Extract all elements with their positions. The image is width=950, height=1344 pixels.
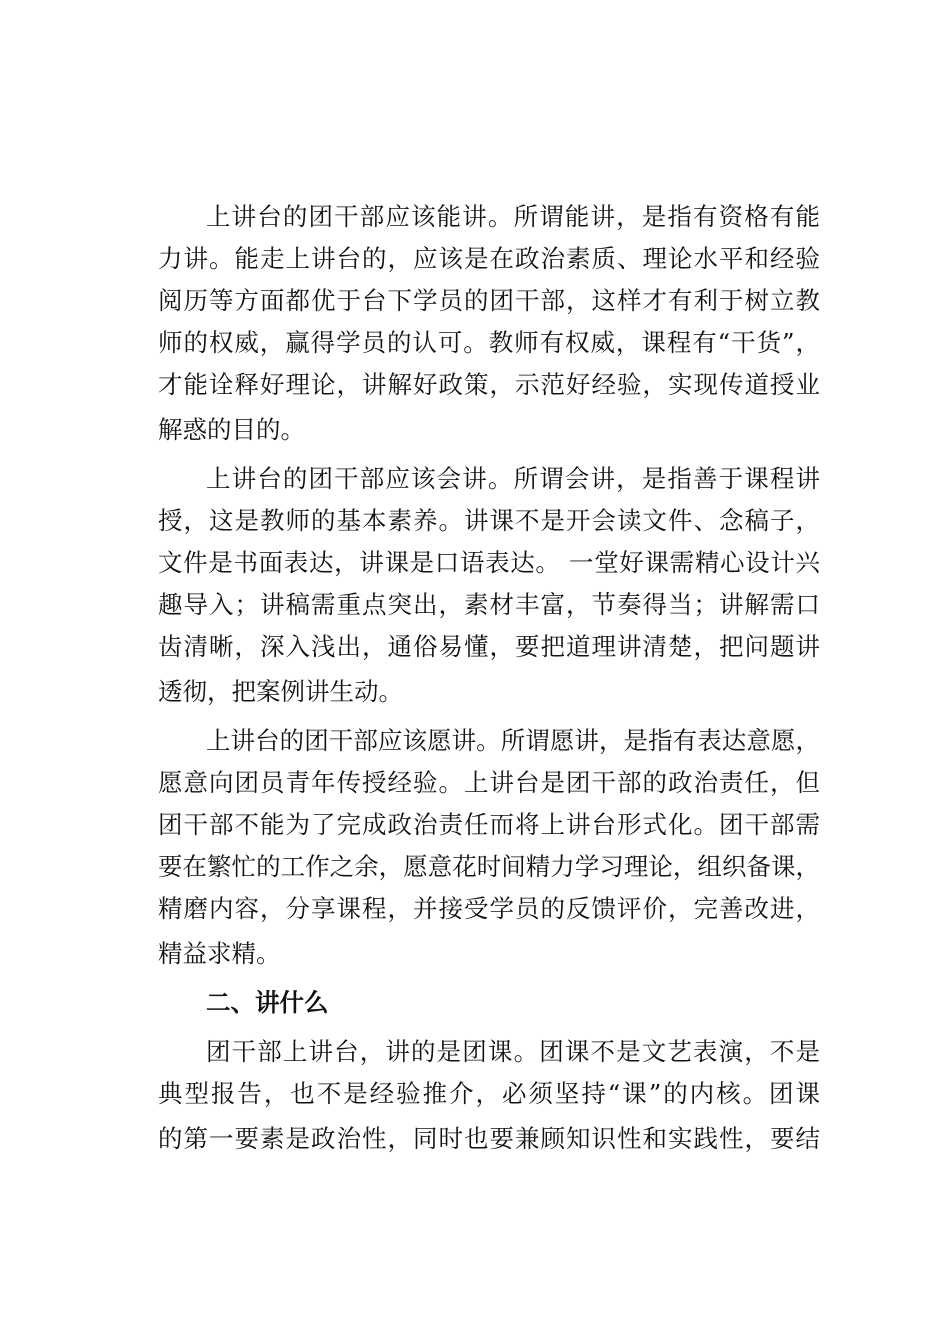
paragraph-1-line-5: 才能诠释好理论，讲解好政策，示范好经验，实现传道授业 xyxy=(158,370,820,399)
paragraph-3-line-1: 上讲台的团干部应该愿讲。所谓愿讲，是指有表达意愿， xyxy=(206,726,820,755)
paragraph-2-line-6: 透彻，把案例讲生动。 xyxy=(158,677,403,706)
paragraph-2-line-1: 上讲台的团干部应该会讲。所谓会讲，是指善于课程讲 xyxy=(206,464,820,493)
paragraph-1-line-3: 阅历等方面都优于台下学员的团干部，这样才有利于树立教 xyxy=(158,286,820,315)
paragraph-1-line-1: 上讲台的团干部应该能讲。所谓能讲，是指有资格有能 xyxy=(206,202,820,231)
paragraph-1-line-6: 解惑的目的。 xyxy=(158,415,305,444)
section-paragraph-line-3: 的第一要素是政治性，同时也要兼顾知识性和实践性，要结 xyxy=(158,1124,820,1153)
paragraph-3-line-6: 精益求精。 xyxy=(158,939,281,968)
paragraph-1-line-4: 师的权威，赢得学员的认可。教师有权威，课程有“干货”， xyxy=(158,328,820,357)
section-paragraph-line-1: 团干部上讲台，讲的是团课。团课不是文艺表演，不是 xyxy=(206,1037,820,1066)
paragraph-2-line-3: 文件是书面表达，讲课是口语表达。 一堂好课需精心设计兴 xyxy=(158,548,820,577)
paragraph-3-line-3: 团干部不能为了完成政治责任而将上讲台形式化。团干部需 xyxy=(158,810,820,839)
section-paragraph-line-2: 典型报告，也不是经验推介，必须坚持“课”的内核。团课 xyxy=(158,1079,820,1108)
paragraph-2-line-2: 授，这是教师的基本素养。讲课不是开会读文件、念稿子， xyxy=(158,506,820,535)
paragraph-3-line-2: 愿意向团员青年传授经验。上讲台是团干部的政治责任，但 xyxy=(158,768,820,797)
section-heading: 二、讲什么 xyxy=(206,988,329,1017)
paragraph-1-line-2: 力讲。能走上讲台的，应该是在政治素质、理论水平和经验 xyxy=(158,244,820,273)
paragraph-3-line-4: 要在繁忙的工作之余，愿意花时间精力学习理论，组织备课， xyxy=(158,852,820,881)
paragraph-3-line-5: 精磨内容，分享课程，并接受学员的反馈评价，完善改进， xyxy=(158,894,820,923)
paragraph-2-line-5: 齿清晰，深入浅出，通俗易懂，要把道理讲清楚，把问题讲 xyxy=(158,632,820,661)
paragraph-2-line-4: 趣导入；讲稿需重点突出，素材丰富，节奏得当；讲解需口 xyxy=(158,590,820,619)
